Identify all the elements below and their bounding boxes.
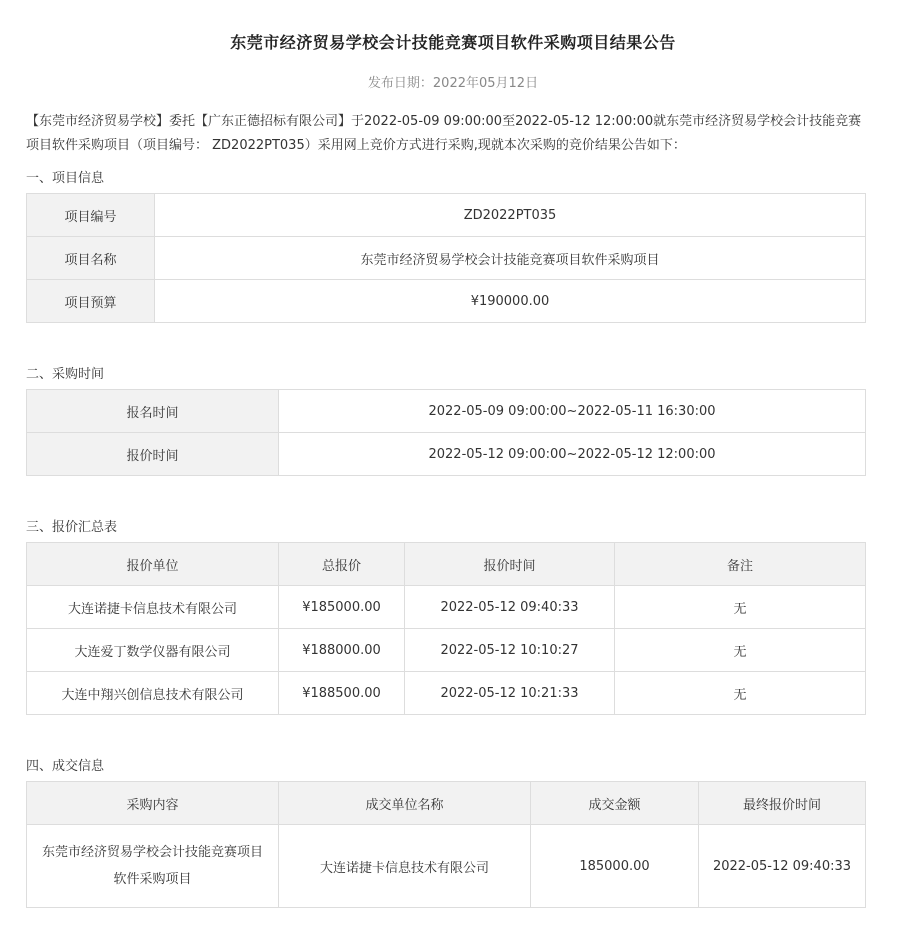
project-info-table <box>26 193 866 323</box>
bid-remark: 无 <box>615 672 866 715</box>
deal-info-table <box>26 781 866 908</box>
table-label: 报名时间 <box>27 390 279 433</box>
column-header: 成交单位名称 <box>279 782 531 825</box>
bid-amount: ¥188000.00 <box>279 629 405 672</box>
winning-bidder: 大连诺捷卡信息技术有限公司 <box>279 825 531 908</box>
deal-amount: 185000.00 <box>531 825 699 908</box>
publish-date: 发布日期：2022年05月12日 <box>367 76 539 91</box>
project-budget-value: ¥190000.00 <box>155 280 866 323</box>
procurement-content-line: 软件采购项目 <box>113 872 192 887</box>
bid-amount: ¥185000.00 <box>279 586 405 629</box>
table-row <box>27 672 866 715</box>
column-header: 采购内容 <box>27 782 279 825</box>
column-header: 报价单位 <box>27 543 279 586</box>
procurement-content <box>27 825 279 908</box>
column-header: 备注 <box>615 543 866 586</box>
bid-time: 2022-05-12 09:40:33 <box>405 586 615 629</box>
bid-amount: ¥188500.00 <box>279 672 405 715</box>
bid-time: 2022-05-12 10:10:27 <box>405 629 615 672</box>
procurement-content-line: 东莞市经济贸易学校会计技能竞赛项目 <box>41 845 263 860</box>
bid-remark: 无 <box>615 586 866 629</box>
project-number-value: ZD2022PT035 <box>155 194 866 237</box>
section-heading-quote-summary: 三、报价汇总表 <box>26 520 118 535</box>
section-heading-deal-info: 四、成交信息 <box>26 759 105 774</box>
section-heading-project-info: 一、项目信息 <box>26 171 105 186</box>
intro-paragraph: 【东莞市经济贸易学校】委托【广东正德招标有限公司】于2022-05-09 09:00:00至2022-05-12 12:00:00就东莞市经济贸易学校会计技能竞赛项目软件采购项目（项目编号： ZD2022PT035）采用网上竞价方式进行采购,现就本次采购的竞价结果公告如下： <box>26 114 862 153</box>
table-header-row <box>27 782 866 825</box>
table-header-row <box>27 543 866 586</box>
table-label: 项目编号 <box>27 194 155 237</box>
table-row <box>27 194 866 237</box>
bidder-name: 大连爱丁数学仪器有限公司 <box>27 629 279 672</box>
table-row <box>27 280 866 323</box>
column-header: 总报价 <box>279 543 405 586</box>
column-header: 报价时间 <box>405 543 615 586</box>
table-row <box>27 586 866 629</box>
procurement-time-table <box>26 389 866 476</box>
table-row <box>27 629 866 672</box>
table-row <box>27 390 866 433</box>
table-row <box>27 237 866 280</box>
column-header: 最终报价时间 <box>699 782 866 825</box>
project-name-value: 东莞市经济贸易学校会计技能竞赛项目软件采购项目 <box>155 237 866 280</box>
bidder-name: 大连诺捷卡信息技术有限公司 <box>27 586 279 629</box>
bidder-name: 大连中翔兴创信息技术有限公司 <box>27 672 279 715</box>
table-label: 项目名称 <box>27 237 155 280</box>
bid-time: 2022-05-12 10:21:33 <box>405 672 615 715</box>
quote-time-value: 2022-05-12 09:00:00~2022-05-12 12:00:00 <box>279 433 866 476</box>
column-header: 成交金额 <box>531 782 699 825</box>
registration-time-value: 2022-05-09 09:00:00~2022-05-11 16:30:00 <box>279 390 866 433</box>
section-heading-procurement-time: 二、采购时间 <box>26 367 105 382</box>
bid-remark: 无 <box>615 629 866 672</box>
table-label: 项目预算 <box>27 280 155 323</box>
quote-summary-table <box>26 542 866 715</box>
table-row <box>27 825 866 908</box>
final-quote-time: 2022-05-12 09:40:33 <box>699 825 866 908</box>
table-row <box>27 433 866 476</box>
page-title: 东莞市经济贸易学校会计技能竞赛项目软件采购项目结果公告 <box>230 33 676 52</box>
table-label: 报价时间 <box>27 433 279 476</box>
